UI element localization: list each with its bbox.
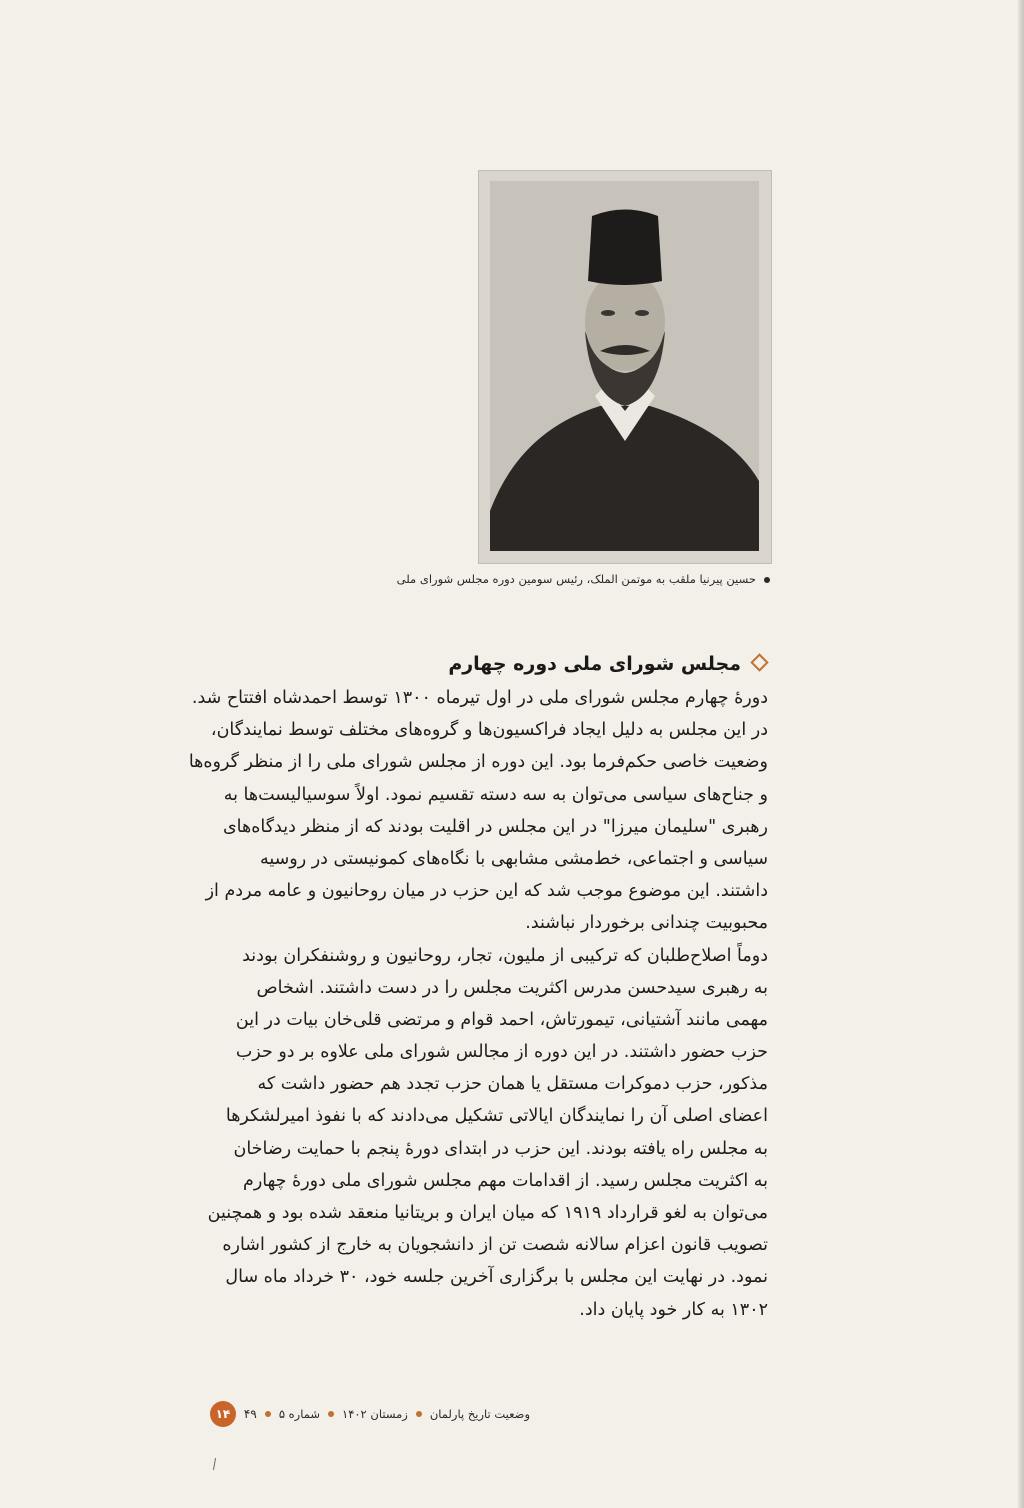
separator-dot-icon [265, 1411, 271, 1417]
body-line: به مجلس راه یافته بودند. این حزب در ابتدای دورهٔ پنجم با حمایت رضاخان [233, 1138, 768, 1159]
portrait-photo [490, 181, 759, 551]
page-number: ۴۹ [243, 1407, 257, 1421]
photo-caption-text: حسین پیرنیا ملقب به موتمن الملک، رئیس سومین دوره مجلس شورای ملی [396, 572, 756, 586]
article-body [168, 682, 768, 1326]
body-line: می‌توان به لغو قرارداد ۱۹۱۹ که میان ایران و بریتانیا منعقد شده بود و همچنین [207, 1203, 768, 1223]
body-line: در این مجلس به دلیل ایجاد فراکسیون‌ها و گروه‌های مختلف توسط نمایندگان، [210, 720, 768, 741]
body-line: اعضای اصلی آن را نمایندگان ایالاتی تشکیل می‌دادند که با نفوذ امیرلشکرها [225, 1106, 768, 1127]
footer-journal-title: وضعیت تاریخ پارلمان [429, 1407, 530, 1421]
body-line: دوماً اصلاح‌طلبان که ترکیبی از ملیون، تجار، روحانیون و روشنفکران بودند [242, 945, 768, 966]
body-line: حزب حضور داشتند. در این دوره از مجالس شورای ملی علاوه بر دو حزب [235, 1042, 768, 1063]
section-heading-text: مجلس شورای ملی دوره چهارم [448, 653, 741, 675]
photo-caption [300, 568, 770, 590]
separator-dot-icon [328, 1411, 334, 1417]
body-line: رهبری "سلیمان میرزا" در این مجلس در اقلیت بودند که از منظر دیدگاه‌های [222, 816, 768, 837]
bullet-icon [764, 577, 770, 583]
portrait-photo-frame [478, 170, 772, 564]
diamond-icon [750, 653, 768, 671]
body-line: نمود. در نهایت این مجلس با برگزاری آخرین جلسه خود، ۳۰ خرداد ماه سال [225, 1267, 768, 1288]
body-line: مهمی مانند آشتیانی، تیمورتاش، احمد قوام و مرتضی قلی‌خان بیات در این [235, 1009, 768, 1030]
journal-logo-badge: ۱۴ [210, 1401, 236, 1427]
page-footer [170, 1400, 530, 1428]
page-edge-shadow [1018, 0, 1024, 1508]
body-line: به رهبری سیدحسن مدرس اکثریت مجلس را در دست داشتند. اشخاص [256, 977, 768, 998]
body-line: به اکثریت مجلس رسید. از اقدامات مهم مجلس شورای ملی دورهٔ چهارم [242, 1170, 768, 1191]
body-line: مذکور، حزب دموکرات مستقل یا همان حزب تجدد هم حضور داشت که [257, 1074, 768, 1095]
body-line: داشتند. این موضوع موجب شد که این حزب در میان روحانیون و عامه مردم از [205, 881, 768, 902]
footer-issue: شماره ۵ [278, 1407, 321, 1421]
body-line: وضعیت خاصی حکم‌فرما بود. این دوره از مجلس شورای ملی را از منظر گروه‌ها [188, 752, 768, 773]
footer-season: زمستان ۱۴۰۲ [342, 1407, 408, 1421]
body-line: سیاسی و اجتماعی، خط‌مشی مشابهی با نگاه‌های کمونیستی در روسیه [259, 848, 768, 869]
body-line: ۱۳۰۲ به کار خود پایان داد. [579, 1299, 768, 1320]
body-line: دورهٔ چهارم مجلس شورای ملی در اول تیرماه ۱۳۰۰ توسط احمدشاه افتتاح شد. [191, 688, 768, 708]
body-line: محبوبیت چندانی برخوردار نباشند. [525, 913, 768, 934]
section-heading [440, 648, 766, 680]
portrait-illustration [490, 181, 759, 551]
body-line: و جناح‌های سیاسی می‌توان به سه دسته تقسیم نمود. اولاً سوسیالیست‌ها به [223, 784, 768, 805]
separator-dot-icon [416, 1411, 422, 1417]
margin-mark [213, 1458, 216, 1470]
body-line: تصویب قانون اعزام سالانه شصت تن از دانشجویان به خارج از کشور اشاره [222, 1235, 768, 1256]
